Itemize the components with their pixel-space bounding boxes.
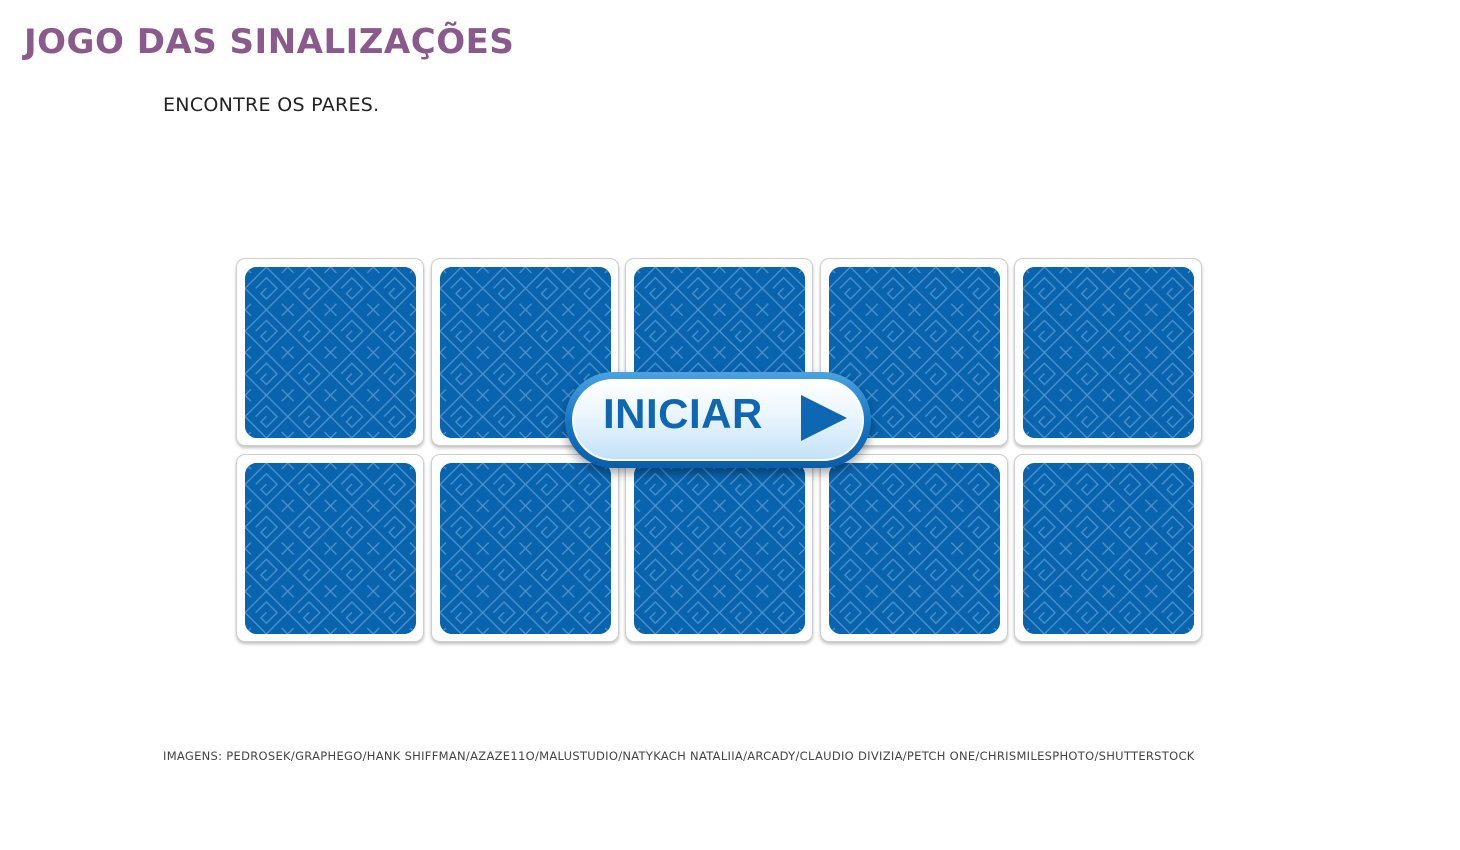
start-button-label: INICIAR [603, 390, 763, 437]
memory-card[interactable] [431, 454, 619, 642]
card-back-pattern [634, 463, 805, 634]
memory-card[interactable] [1014, 454, 1202, 642]
card-back-pattern [1023, 463, 1194, 634]
card-back-pattern [829, 463, 1000, 634]
instruction-text: ENCONTRE OS PARES. [163, 94, 380, 116]
card-back-pattern [245, 267, 416, 438]
memory-card[interactable] [1014, 258, 1202, 446]
card-back-pattern [1023, 267, 1194, 438]
card-back-pattern [440, 463, 611, 634]
memory-card[interactable] [236, 258, 424, 446]
image-credits: IMAGENS: PEDROSEK/GRAPHEGO/HANK SHIFFMAN/AZAZE11O/MALUSTUDIO/NATYKACH NATALIIA/ARCADY/CLAUDIO DIVIZIA/PETCH ONE/CHRISMILESPHOTO/SHUTTERSTOCK [163, 749, 1195, 763]
start-button[interactable] [565, 372, 871, 468]
memory-card[interactable] [236, 454, 424, 642]
card-back-pattern [245, 463, 416, 634]
play-icon [801, 395, 847, 441]
memory-card[interactable] [625, 454, 813, 642]
memory-card[interactable] [820, 454, 1008, 642]
page-title: JOGO DAS SINALIZAÇÕES [24, 22, 515, 62]
